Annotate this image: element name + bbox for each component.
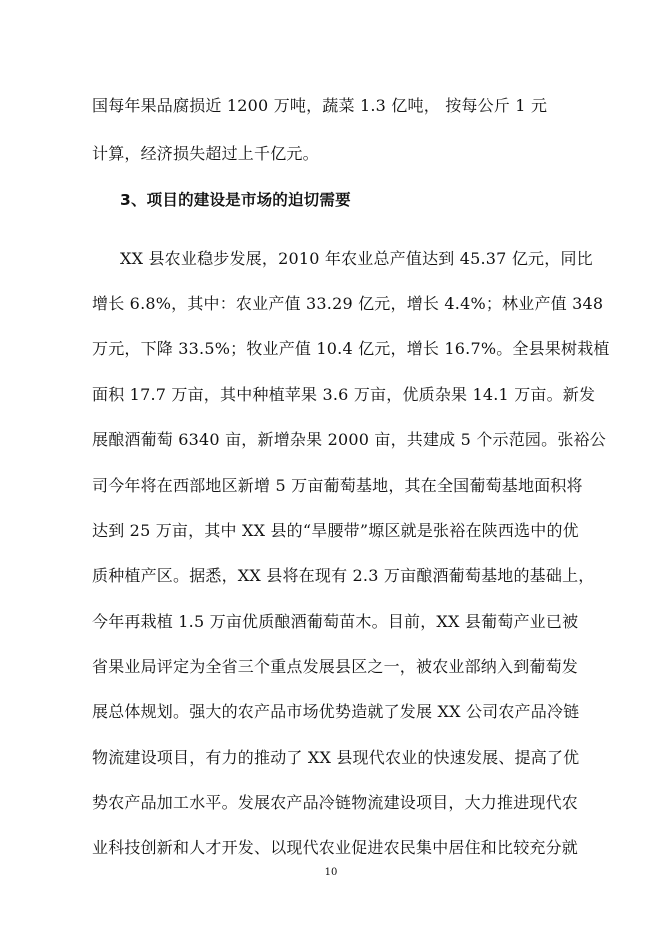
text-line: 国每年果品腐损近 1200 万吨，蔬菜 1.3 亿吨， 按每公斤 1 元 (92, 96, 548, 115)
text-line: 面积 17.7 万亩，其中种植苹果 3.6 万亩，优质杂果 14.1 万亩。新发 (92, 385, 596, 404)
text-line: 今年再栽植 1.5 万亩优质酿酒葡萄苗木。目前，XX 县葡萄产业已被 (92, 612, 579, 631)
text-line: 展总体规划。强大的农产品市场优势造就了发展 XX 公司农产品冷链 (92, 702, 580, 721)
text-line: 达到 25 万亩，其中 XX 县的“旱腰带”塬区就是张裕在陕西选中的优 (92, 521, 579, 540)
page-number: 10 (324, 867, 338, 878)
text-line: XX 县农业稳步发展，2010 年农业总产值达到 45.37 亿元，同比 (120, 249, 593, 268)
section-heading: 3、项目的建设是市场的迫切需要 (120, 191, 351, 209)
text-line: 增长 6.8%，其中：农业产值 33.29 亿元，增长 4.4%；林业产值 348 (92, 294, 604, 313)
text-line: 省果业局评定为全省三个重点发展县区之一，被农业部纳入到葡萄发 (92, 657, 579, 676)
text-line: 势农产品加工水平。发展农产品冷链物流建设项目，大力推进现代农 (92, 793, 579, 812)
text-line: 业科技创新和人才开发、以现代农业促进农民集中居住和比较充分就 (92, 838, 579, 857)
text-line: 展酿酒葡萄 6340 亩，新增杂果 2000 亩，共建成 5 个示范园。张裕公 (92, 430, 606, 449)
text-line: 质种植产区。据悉，XX 县将在现有 2.3 万亩酿酒葡萄基地的基础上， (92, 566, 595, 585)
text-line: 司今年将在西部地区新增 5 万亩葡萄基地，其在全国葡萄基地面积将 (92, 476, 583, 495)
text-line: 万元，下降 33.5%；牧业产值 10.4 亿元，增长 16.7%。全县果树栽植 (92, 339, 610, 358)
text-line: 物流建设项目，有力的推动了 XX 县现代农业的快速发展、提高了优 (92, 748, 580, 767)
text-line: 计算，经济损失超过上千亿元。 (92, 144, 319, 163)
